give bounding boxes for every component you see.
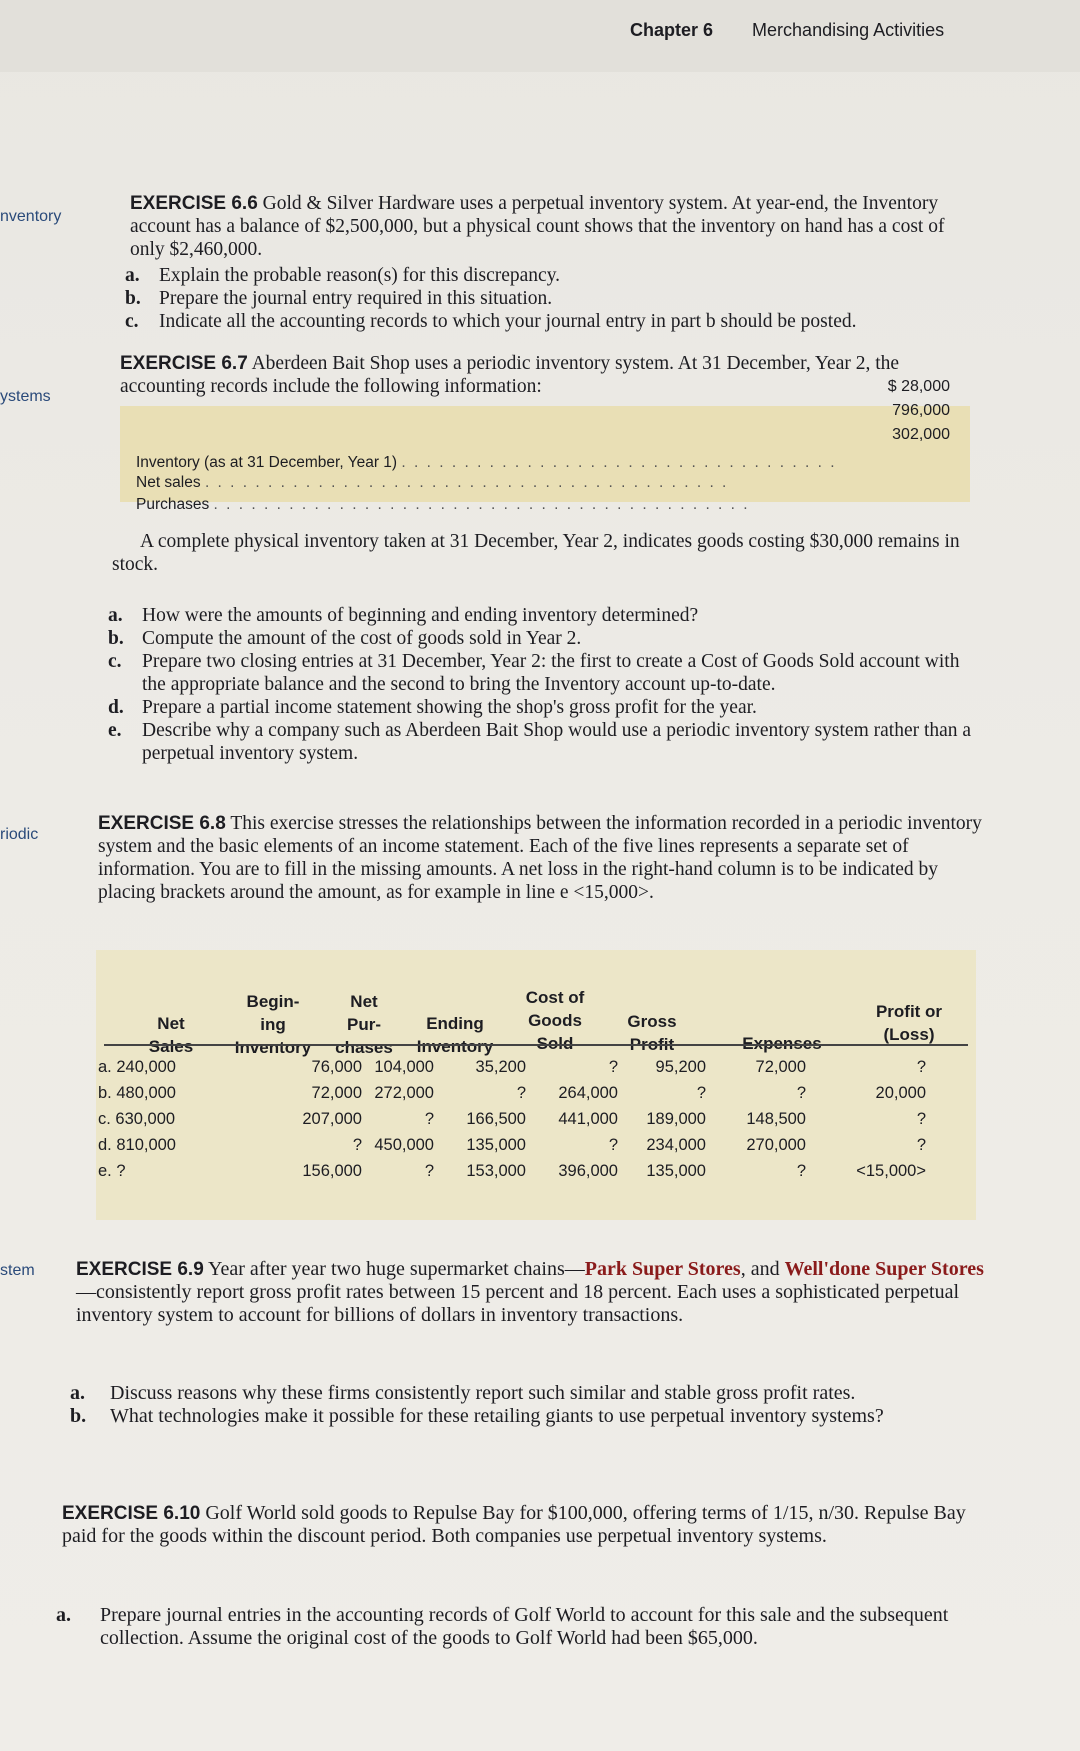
table-header: Cost of Goods Sold bbox=[525, 988, 585, 1053]
table-cell: 95,200 bbox=[655, 1058, 706, 1076]
info-row: Net sales . . . . . . . . . . . . . . . . . . . . . . . . . . . . . . . . . . . . . . . . . . bbox=[136, 474, 729, 491]
row-label-net-sales: d. 810,000 bbox=[98, 1136, 176, 1154]
table-cell: 270,000 bbox=[746, 1136, 806, 1154]
table-header: Net Pur- chases bbox=[335, 992, 393, 1057]
list-item: b. Compute the amount of the cost of goods sold in Year 2. bbox=[108, 628, 582, 649]
list-item: d. Prepare a partial income statement showing the shop's gross profit for the year. bbox=[108, 697, 757, 718]
exercise-6-9-text: , and bbox=[740, 1258, 785, 1280]
table-cell: ? bbox=[424, 1110, 434, 1128]
table-cell: 441,000 bbox=[558, 1110, 618, 1128]
exercise-6-7-label: EXERCISE 6.7 bbox=[120, 353, 248, 374]
table-cell: ? bbox=[424, 1162, 434, 1180]
exercise-6-10-text: Golf World sold goods to Repulse Bay for $100,000, offering terms of 1/15, n/30. Repulse Bay paid for the goods within the discount period. Both companies use perpetual inventory systems. bbox=[62, 1502, 966, 1547]
table-cell: ? bbox=[916, 1058, 926, 1076]
margin-label-periodic: riodic bbox=[0, 826, 39, 843]
exercise-6-9 bbox=[76, 1258, 986, 1327]
table-cell: 104,000 bbox=[374, 1058, 434, 1076]
table-cell: 264,000 bbox=[558, 1084, 618, 1102]
income-table bbox=[96, 950, 976, 1220]
list-item: b. What technologies make it possible for these retailing giants to use perpetual inventory systems? bbox=[70, 1405, 884, 1427]
exercise-6-10-items bbox=[56, 1604, 996, 1650]
table-cell: 189,000 bbox=[646, 1110, 706, 1128]
row-label-net-sales: b. 480,000 bbox=[98, 1084, 176, 1102]
table-cell: 153,000 bbox=[466, 1162, 526, 1180]
running-header bbox=[630, 20, 944, 41]
table-cell: ? bbox=[916, 1110, 926, 1128]
table-header: Expenses bbox=[742, 1034, 822, 1053]
row-label-net-sales: a. 240,000 bbox=[98, 1058, 176, 1076]
list-item: e. Describe why a company such as Aberdeen Bait Shop would use a periodic inventory system rather than a perpetual inventory system. bbox=[108, 720, 972, 764]
exercise-6-6-items bbox=[125, 264, 965, 333]
info-row: Purchases . . . . . . . . . . . . . . . . . . . . . . . . . . . . . . . . . . . . . . . . . . . bbox=[136, 496, 750, 513]
table-cell: 396,000 bbox=[558, 1162, 618, 1180]
info-value: 302,000 bbox=[892, 426, 950, 443]
table-cell: 20,000 bbox=[875, 1084, 926, 1102]
table-cell: 234,000 bbox=[646, 1136, 706, 1154]
table-cell: 135,000 bbox=[646, 1162, 706, 1180]
row-label-net-sales: c. 630,000 bbox=[98, 1110, 176, 1128]
table-cell: ? bbox=[608, 1058, 618, 1076]
table-cell: 135,000 bbox=[466, 1136, 526, 1154]
margin-label-inventory: nventory bbox=[0, 208, 62, 225]
info-value: $ 28,000 bbox=[887, 378, 950, 395]
table-cell: ? bbox=[608, 1136, 618, 1154]
margin-label-systems: ystems bbox=[0, 388, 51, 405]
table-cell: 156,000 bbox=[302, 1162, 362, 1180]
exercise-6-9-text: —consistently report gross profit rates between 15 percent and 18 percent. Each uses a sophisticated perpetual inventory system to account for billions of dollars in inventory transactions. bbox=[76, 1281, 960, 1326]
list-item: c. Indicate all the accounting records to which your journal entry in part b should be posted. bbox=[125, 311, 857, 332]
inventory-info-box bbox=[120, 378, 970, 502]
list-item: c. Prepare two closing entries at 31 December, Year 2: the first to create a Cost of Goods Sold account with the appropriate balance and the second to bring the Inventory account up-to-date. bbox=[108, 651, 960, 695]
exercise-6-6-text: Gold & Silver Hardware uses a perpetual inventory system. At year-end, the Inventory account has a balance of $2,500,000, but a physical count shows that the inventory on hand has a cost of only $2,460,000. bbox=[130, 193, 945, 260]
table-cell: 76,000 bbox=[311, 1058, 362, 1076]
row-label-net-sales: e. ? bbox=[98, 1162, 126, 1180]
exercise-6-10 bbox=[62, 1502, 992, 1548]
exercise-6-7-items bbox=[108, 604, 978, 765]
exercise-6-9-items bbox=[70, 1382, 990, 1428]
table-cell: 166,500 bbox=[466, 1110, 526, 1128]
list-item: a. Explain the probable reason(s) for this discrepancy. bbox=[125, 265, 561, 286]
table-cell: ? bbox=[352, 1136, 362, 1154]
header-rule bbox=[104, 1044, 968, 1046]
info-row: Inventory (as at 31 December, Year 1) . . . . . . . . . . . . . . . . . . . . . . . . . . . . . . . . . . . bbox=[136, 454, 837, 471]
table-header: Gross Profit bbox=[627, 1012, 677, 1054]
table-cell: ? bbox=[916, 1136, 926, 1154]
chapter-label: Chapter 6 bbox=[630, 20, 714, 40]
exercise-6-8 bbox=[98, 812, 982, 904]
exercise-6-6 bbox=[130, 192, 960, 261]
table-cell: 72,000 bbox=[311, 1084, 362, 1102]
table-cell: <15,000> bbox=[856, 1162, 926, 1180]
exercise-6-9-label: EXERCISE 6.9 bbox=[76, 1259, 204, 1280]
list-item: a. Prepare journal entries in the accounting records of Golf World to account for this sale and the subsequent collection. Assume the original cost of the goods to Golf World had been $65,000. bbox=[56, 1604, 949, 1649]
table-cell: 450,000 bbox=[374, 1136, 434, 1154]
exercise-6-7 bbox=[120, 352, 970, 398]
table-cell: 148,500 bbox=[746, 1110, 806, 1128]
exercise-6-10-label: EXERCISE 6.10 bbox=[62, 1503, 201, 1524]
table-header: Ending Inventory bbox=[416, 1014, 494, 1056]
exercise-6-8-label: EXERCISE 6.8 bbox=[98, 813, 226, 834]
company-name: Park Super Stores bbox=[584, 1258, 741, 1280]
exercise-6-6-label: EXERCISE 6.6 bbox=[130, 193, 258, 214]
exercise-6-9-text: Year after year two huge supermarket chains— bbox=[208, 1258, 585, 1280]
list-item: b. Prepare the journal entry required in this situation. bbox=[125, 288, 553, 309]
table-header: Net Sales bbox=[148, 1014, 194, 1056]
table-cell: 207,000 bbox=[302, 1110, 362, 1128]
margin-label-system: stem bbox=[0, 1262, 35, 1279]
company-name: Well'done Super Stores bbox=[784, 1258, 984, 1280]
chapter-title: Merchandising Activities bbox=[752, 20, 945, 40]
list-item: a. Discuss reasons why these firms consistently report such similar and stable gross profit rates. bbox=[70, 1382, 856, 1404]
table-header: Profit or (Loss) bbox=[875, 1002, 943, 1044]
table-cell: 35,200 bbox=[475, 1058, 526, 1076]
table-cell: ? bbox=[516, 1084, 526, 1102]
table-cell: 272,000 bbox=[374, 1084, 434, 1102]
exercise-6-7-text: Aberdeen Bait Shop uses a periodic inventory system. At 31 December, Year 2, the accounting records include the following information: bbox=[120, 353, 900, 397]
exercise-6-8-text: This exercise stresses the relationships between the information recorded in a periodic inventory system and the basic elements of an income statement. Each of the five lines represents a separate set of information. You are to fill in the missing amounts. A net loss in the right-hand column is to be indicated by placing brackets around the amount, as for example in line e <15,000>. bbox=[98, 813, 982, 903]
table-header: Begin- ing Inventory bbox=[234, 992, 312, 1057]
exercise-6-7-paragraph: A complete physical inventory taken at 31 December, Year 2, indicates goods costing $30,000 remains in stock. bbox=[112, 531, 960, 575]
list-item: a. How were the amounts of beginning and ending inventory determined? bbox=[108, 605, 699, 626]
table-cell: ? bbox=[796, 1084, 806, 1102]
table-cell: ? bbox=[796, 1162, 806, 1180]
table-cell: 72,000 bbox=[755, 1058, 806, 1076]
info-value: 796,000 bbox=[892, 402, 950, 419]
table-cell: ? bbox=[696, 1084, 706, 1102]
